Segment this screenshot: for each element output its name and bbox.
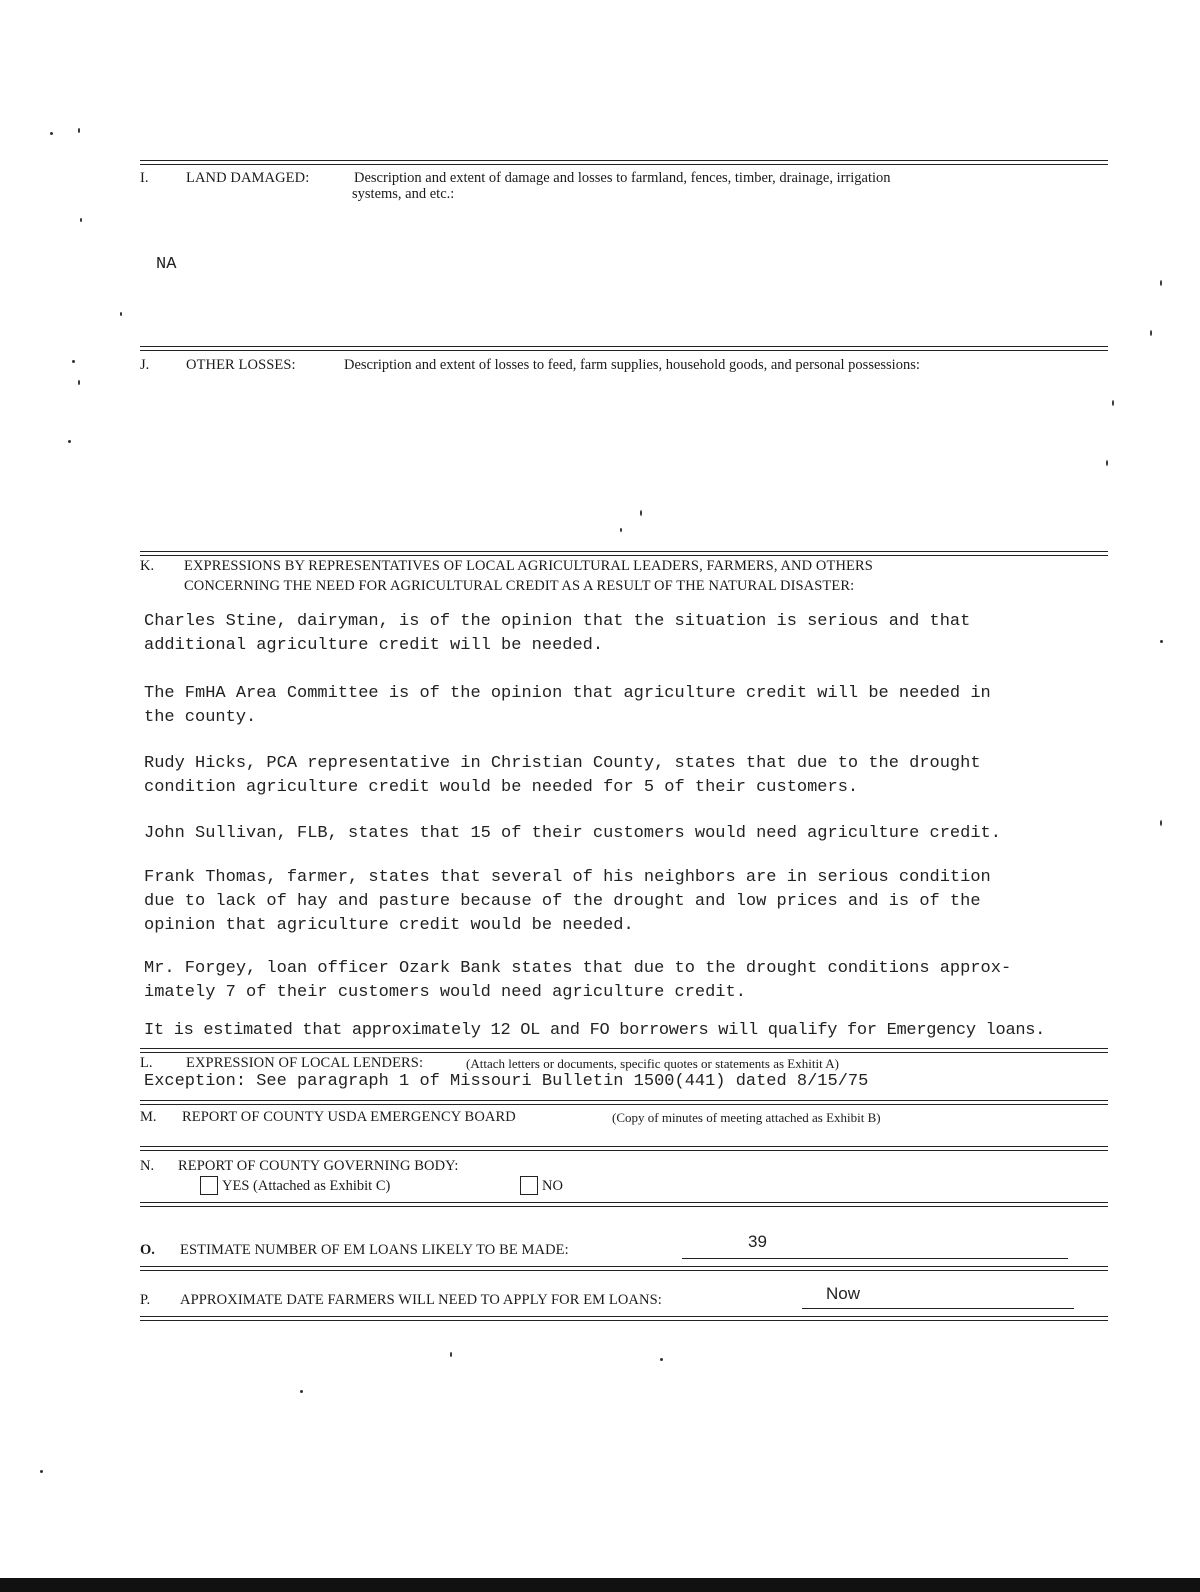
section-n-letter: N. [140,1158,155,1174]
section-j-letter: J. [140,357,150,373]
scan-speck [660,1358,663,1361]
section-o-heading: ESTIMATE NUMBER OF EM LOANS LIKELY TO BE MADE: [180,1242,569,1258]
yes-label: YES (Attached as Exhibit C) [222,1178,391,1194]
scan-bottom-edge [0,1578,1200,1592]
scan-speck [450,1352,452,1357]
scan-speck [68,440,71,443]
section-l-top-rule-2 [140,1052,1108,1053]
bottom-rule-2 [140,1320,1108,1321]
scan-speck [1160,820,1162,826]
scan-speck [1150,330,1152,336]
section-k-heading-line1: EXPRESSIONS BY REPRESENTATIVES OF LOCAL AGRICULTURAL LEADERS, FARMERS, AND OTHERS [184,558,873,574]
section-m-top-rule [140,1100,1108,1101]
bottom-rule [140,1316,1108,1317]
section-i-letter: I. [140,170,149,186]
section-n-heading: REPORT OF COUNTY GOVERNING BODY: [178,1158,459,1174]
scan-speck [120,312,122,316]
section-o-answer-line [682,1258,1068,1259]
section-m-heading: REPORT OF COUNTY USDA EMERGENCY BOARD [182,1109,516,1125]
scan-speck [620,528,622,532]
section-p-value[interactable]: Now [826,1284,861,1303]
section-i-description-line1: Description and extent of damage and losses to farmland, fences, timber, drainage, irrigation [354,170,891,186]
section-o-top-rule [140,1202,1108,1203]
section-p-top-rule-2 [140,1270,1108,1271]
section-m-note: (Copy of minutes of meeting attached as Exhibit B) [612,1110,881,1125]
section-o-top-rule-2 [140,1206,1108,1207]
scan-speck [40,1470,43,1473]
scan-speck [640,510,642,516]
scan-speck [78,128,80,133]
scan-speck [1160,280,1162,286]
statement-john-sullivan: John Sullivan, FLB, states that 15 of their customers would need agriculture credit. [144,824,1001,843]
section-p-heading: APPROXIMATE DATE FARMERS WILL NEED TO APPLY FOR EM LOANS: [180,1292,662,1308]
section-l-entry: Exception: See paragraph 1 of Missouri Bulletin 1500(441) dated 8/15/75 [144,1072,869,1091]
section-j-top-rule [140,346,1108,347]
section-m-top-rule-2 [140,1104,1108,1105]
section-n-top-rule-2 [140,1150,1108,1151]
section-l-top-rule [140,1048,1108,1049]
scan-speck [80,218,82,222]
section-i-heading: LAND DAMAGED: [186,170,310,186]
statement-estimate: It is estimated that approximately 12 OL and FO borrowers will qualify for Emergency loans. [144,1021,1046,1040]
no-label: NO [542,1178,563,1194]
section-k-top-rule-2 [140,555,1108,556]
section-m-letter: M. [140,1109,157,1125]
scan-speck [72,360,75,363]
section-k-top-rule [140,551,1108,552]
scan-speck [1160,640,1163,643]
section-p-answer-line [802,1308,1074,1309]
section-o-value[interactable]: 39 [748,1232,767,1251]
section-l-note: (Attach letters or documents, specific quotes or statements as Exhitit A) [466,1056,839,1071]
statement-charles-stine: Charles Stine, dairyman, is of the opinion that the situation is serious and that additional agriculture credit will be needed. [144,612,971,655]
section-p-top-rule [140,1266,1108,1267]
statement-rudy-hicks: Rudy Hicks, PCA representative in Christian County, states that due to the drought condition agriculture credit would be needed for 5 of their customers. [144,754,981,797]
section-k-heading-line2: CONCERNING THE NEED FOR AGRICULTURAL CREDIT AS A RESULT OF THE NATURAL DISASTER: [184,578,855,594]
section-p-letter: P. [140,1292,151,1308]
scan-speck [1112,400,1114,406]
section-i-top-rule-2 [140,164,1108,165]
scan-speck [50,132,53,135]
section-o-letter: O. [140,1242,155,1258]
section-l-heading: EXPRESSION OF LOCAL LENDERS: [186,1055,424,1071]
section-j-heading: OTHER LOSSES: [186,357,296,373]
yes-checkbox[interactable] [200,1176,218,1195]
statement-fmha-area-committee: The FmHA Area Committee is of the opinion that agriculture credit will be needed in the county. [144,684,991,727]
section-n-top-rule [140,1146,1108,1147]
statement-mr-forgey: Mr. Forgey, loan officer Ozark Bank states that due to the drought conditions approx- imately 7 of their customers would need agriculture credit. [144,959,1012,1002]
section-j-top-rule-2 [140,350,1108,351]
section-i-entry: NA [156,255,177,274]
section-l-letter: L. [140,1055,153,1071]
section-i-top-rule [140,160,1108,161]
scan-speck [300,1390,303,1393]
scan-speck [78,380,80,385]
scan-speck [1106,460,1108,466]
section-i-description-line2: systems, and etc.: [352,186,455,202]
no-checkbox[interactable] [520,1176,538,1195]
statement-frank-thomas: Frank Thomas, farmer, states that several of his neighbors are in serious condition due to lack of hay and pasture because of the drought and low prices and is of the opinion that agriculture credit would be needed. [144,868,991,935]
section-k-letter: K. [140,558,155,574]
section-j-description: Description and extent of losses to feed, farm supplies, household goods, and personal possessions: [344,357,920,373]
